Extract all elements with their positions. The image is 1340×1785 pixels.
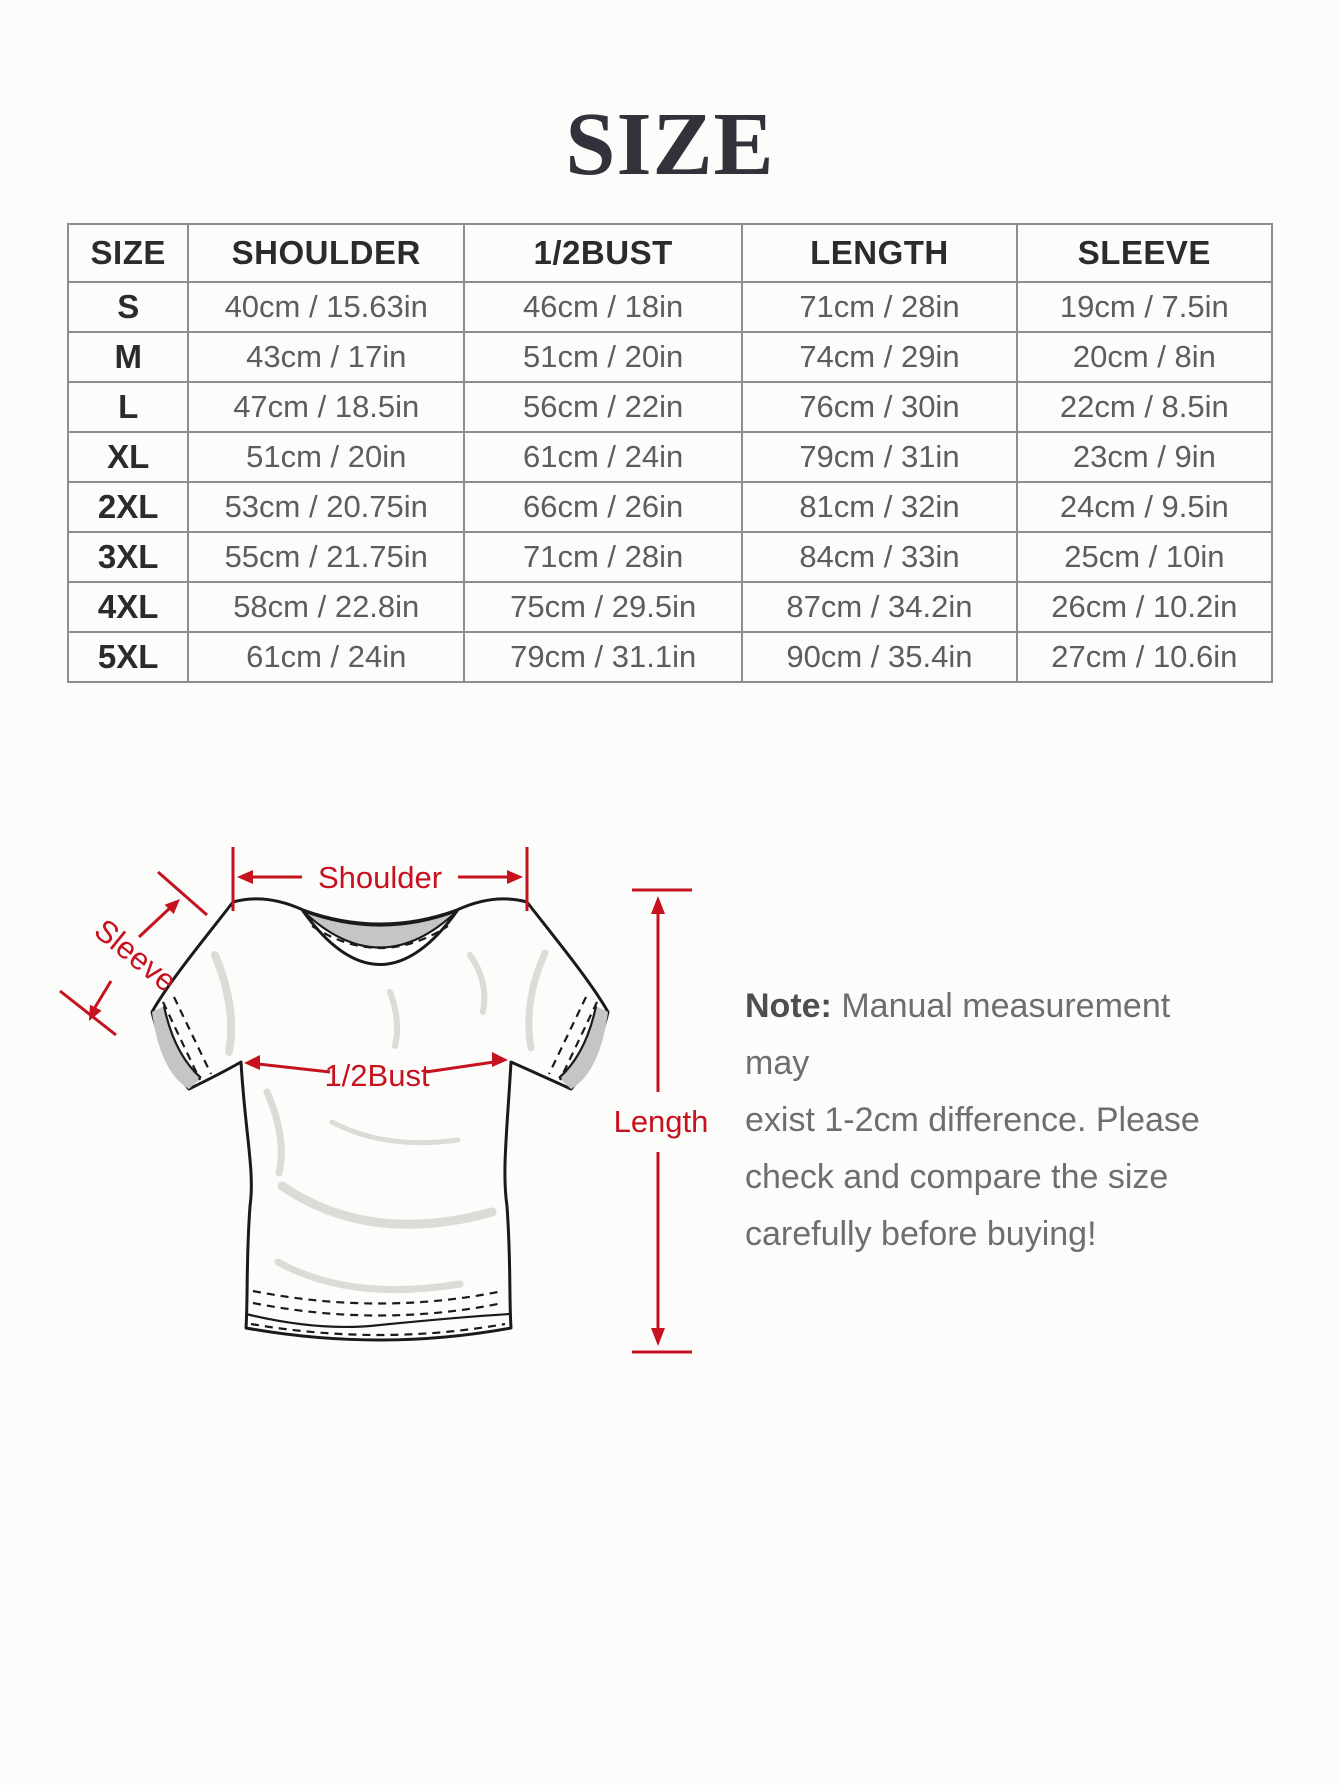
note-text [745, 978, 1225, 1263]
table-row [68, 632, 1272, 682]
shoulder-label: Shoulder [317, 860, 443, 895]
hem-stitching [246, 1291, 510, 1335]
arrowhead-left-icon [237, 870, 253, 884]
sleeve-cell: 19cm / 7.5in [1017, 282, 1272, 332]
table-row [68, 382, 1272, 432]
table-row [68, 532, 1272, 582]
arrowhead-left-icon [244, 1055, 260, 1070]
bust-cell: 66cm / 26in [464, 482, 742, 532]
header-size: SIZE [68, 224, 188, 282]
sleeve-cell: 26cm / 10.2in [1017, 582, 1272, 632]
shoulder-cell: 51cm / 20in [188, 432, 464, 482]
length-cell: 79cm / 31in [742, 432, 1017, 482]
wrinkle [390, 992, 397, 1046]
sleeve-annotation [60, 872, 207, 1035]
size-cell: L [68, 382, 188, 432]
bust-cell: 79cm / 31.1in [464, 632, 742, 682]
bust-cell: 46cm / 18in [464, 282, 742, 332]
shoulder-cell: 61cm / 24in [188, 632, 464, 682]
header-shoulder: SHOULDER [188, 224, 464, 282]
shoulder-cell: 58cm / 22.8in [188, 582, 464, 632]
size-cell: 5XL [68, 632, 188, 682]
header-row [68, 224, 1272, 282]
size-cell: XL [68, 432, 188, 482]
sleeve-cell: 20cm / 8in [1017, 332, 1272, 382]
length-cell: 81cm / 32in [742, 482, 1017, 532]
table-row [68, 282, 1272, 332]
size-cell: S [68, 282, 188, 332]
size-cell: 3XL [68, 532, 188, 582]
header-length: LENGTH [742, 224, 1017, 282]
size-table [67, 223, 1273, 683]
sleeve-cell: 22cm / 8.5in [1017, 382, 1272, 432]
table-row [68, 432, 1272, 482]
size-table-body [68, 282, 1272, 682]
bust-cell: 61cm / 24in [464, 432, 742, 482]
sleeve-cell: 27cm / 10.6in [1017, 632, 1272, 682]
length-cell: 84cm / 33in [742, 532, 1017, 582]
table-row [68, 582, 1272, 632]
page-title: SIZE [565, 95, 775, 194]
bust-label: 1/2Bust [324, 1058, 430, 1093]
length-cell: 87cm / 34.2in [742, 582, 1017, 632]
note-line: carefully before buying! [745, 1215, 1097, 1253]
tshirt-measurement-diagram [40, 740, 720, 1360]
sleeve-cell: 24cm / 9.5in [1017, 482, 1272, 532]
bust-cell: 51cm / 20in [464, 332, 742, 382]
wrinkle [332, 1122, 458, 1143]
bust-cell: 56cm / 22in [464, 382, 742, 432]
arrowhead-up-icon [651, 896, 665, 914]
size-table-header [68, 224, 1272, 282]
length-cell: 76cm / 30in [742, 382, 1017, 432]
arrowhead-down-icon [651, 1328, 665, 1346]
tshirt-collar [303, 911, 457, 965]
note-line: Note: Manual measurement may [745, 987, 1171, 1082]
arrowhead-right-icon [492, 1052, 508, 1067]
sleeve-cell: 25cm / 10in [1017, 532, 1272, 582]
wrinkle [267, 1092, 281, 1173]
shoulder-cell: 40cm / 15.63in [188, 282, 464, 332]
sleeve-cell: 23cm / 9in [1017, 432, 1272, 482]
size-cell: M [68, 332, 188, 382]
size-cell: 4XL [68, 582, 188, 632]
wrinkle [282, 1186, 492, 1224]
shoulder-cell: 47cm / 18.5in [188, 382, 464, 432]
size-cell: 2XL [68, 482, 188, 532]
length-cell: 71cm / 28in [742, 282, 1017, 332]
bust-annotation [244, 1052, 508, 1093]
left-sleeve-cuff [152, 997, 211, 1089]
length-label: Length [613, 1104, 709, 1139]
wrinkle [278, 1262, 460, 1290]
header-sleeve: SLEEVE [1017, 224, 1272, 282]
length-annotation [614, 890, 709, 1352]
right-sleeve-cuff [549, 997, 608, 1089]
table-row [68, 332, 1272, 382]
bust-cell: 71cm / 28in [464, 532, 742, 582]
length-cell: 90cm / 35.4in [742, 632, 1017, 682]
wrinkle [470, 955, 484, 1012]
sleeve-label: Sleeve [87, 911, 184, 999]
shoulder-cell: 55cm / 21.75in [188, 532, 464, 582]
table-row [68, 482, 1272, 532]
shoulder-cell: 53cm / 20.75in [188, 482, 464, 532]
header-bust: 1/2BUST [464, 224, 742, 282]
bust-cell: 75cm / 29.5in [464, 582, 742, 632]
note-line: exist 1-2cm difference. Please [745, 1101, 1200, 1139]
wrinkle [529, 953, 545, 1048]
length-cell: 74cm / 29in [742, 332, 1017, 382]
arrowhead-right-icon [507, 870, 523, 884]
wrinkle [215, 955, 231, 1052]
note-label: Note: [745, 987, 832, 1025]
note-line: check and compare the size [745, 1158, 1169, 1196]
tshirt-drawing [152, 899, 608, 1340]
shoulder-cell: 43cm / 17in [188, 332, 464, 382]
